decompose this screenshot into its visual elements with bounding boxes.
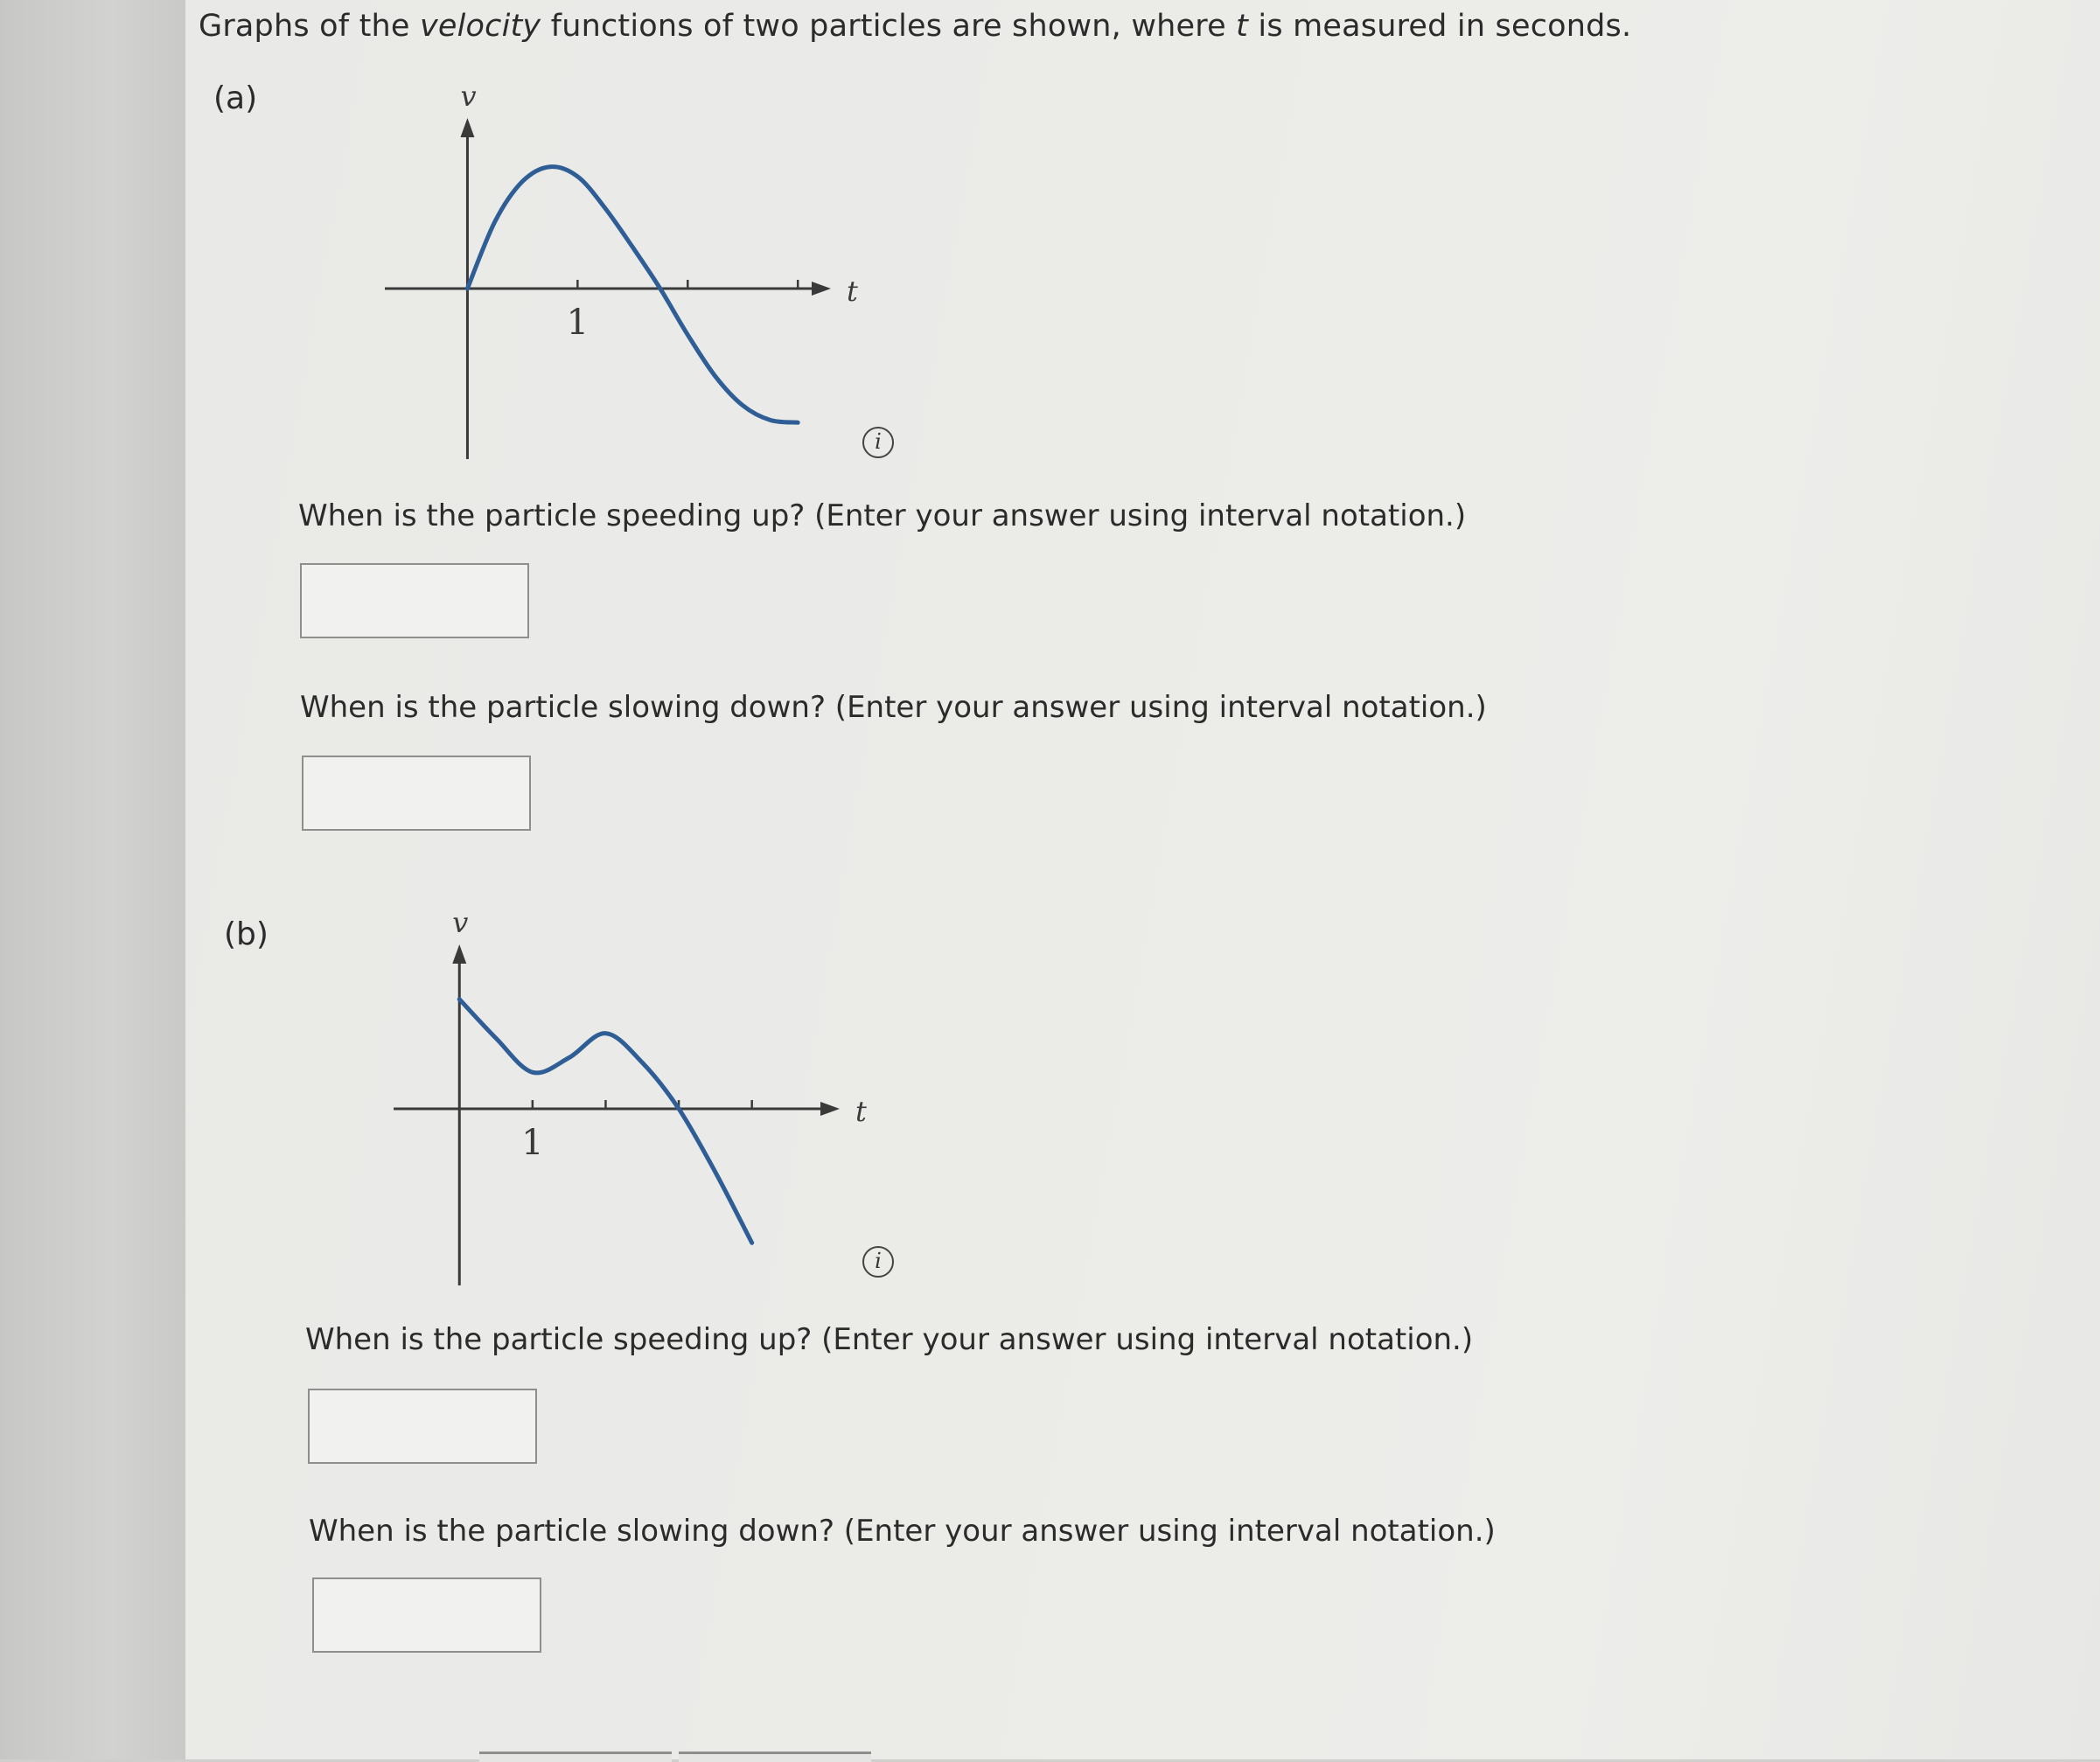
velocity-curve <box>459 999 752 1243</box>
part-b-label: (b) <box>224 916 269 952</box>
velocity-graph-b <box>385 906 875 1294</box>
t-tick-label: 1 <box>521 1123 544 1164</box>
part-b-speeding-answer-input[interactable] <box>308 1389 537 1464</box>
part-a-speeding-question: When is the particle speeding up? (Enter your answer using interval notation.) <box>298 498 1467 533</box>
v-axis-arrowhead <box>460 118 474 137</box>
part-b-slowing-answer-input[interactable] <box>312 1577 541 1653</box>
t-axis-label: t <box>847 275 858 308</box>
problem-statement: Graphs of the velocity functions of two particles are shown, where t is measured in seconds. <box>199 9 1632 44</box>
part-a-slowing-answer-input[interactable] <box>302 756 531 831</box>
t-tick-label: 1 <box>566 303 590 343</box>
t-axis-arrowhead <box>812 282 831 296</box>
v-axis-label: v <box>452 906 469 939</box>
part-b-slowing-question: When is the particle slowing down? (Enter your answer using interval notation.) <box>309 1514 1496 1549</box>
info-icon[interactable]: i <box>862 427 894 458</box>
v-axis-arrowhead <box>452 944 466 964</box>
velocity-graph-a <box>376 80 866 468</box>
left-margin <box>0 0 185 1759</box>
part-a-label: (a) <box>213 80 258 116</box>
part-b-speeding-question: When is the particle speeding up? (Enter your answer using interval notation.) <box>305 1322 1474 1357</box>
part-a-slowing-question: When is the particle slowing down? (Enter your answer using interval notation.) <box>300 690 1487 725</box>
t-axis-arrowhead <box>820 1102 840 1116</box>
submit-button-edge[interactable] <box>479 1752 672 1762</box>
v-axis-label: v <box>460 80 477 113</box>
part-a-speeding-answer-input[interactable] <box>300 563 529 638</box>
t-axis-label: t <box>855 1095 867 1129</box>
save-button-edge[interactable] <box>679 1752 871 1762</box>
velocity-curve <box>467 167 798 423</box>
info-icon[interactable]: i <box>862 1246 894 1278</box>
